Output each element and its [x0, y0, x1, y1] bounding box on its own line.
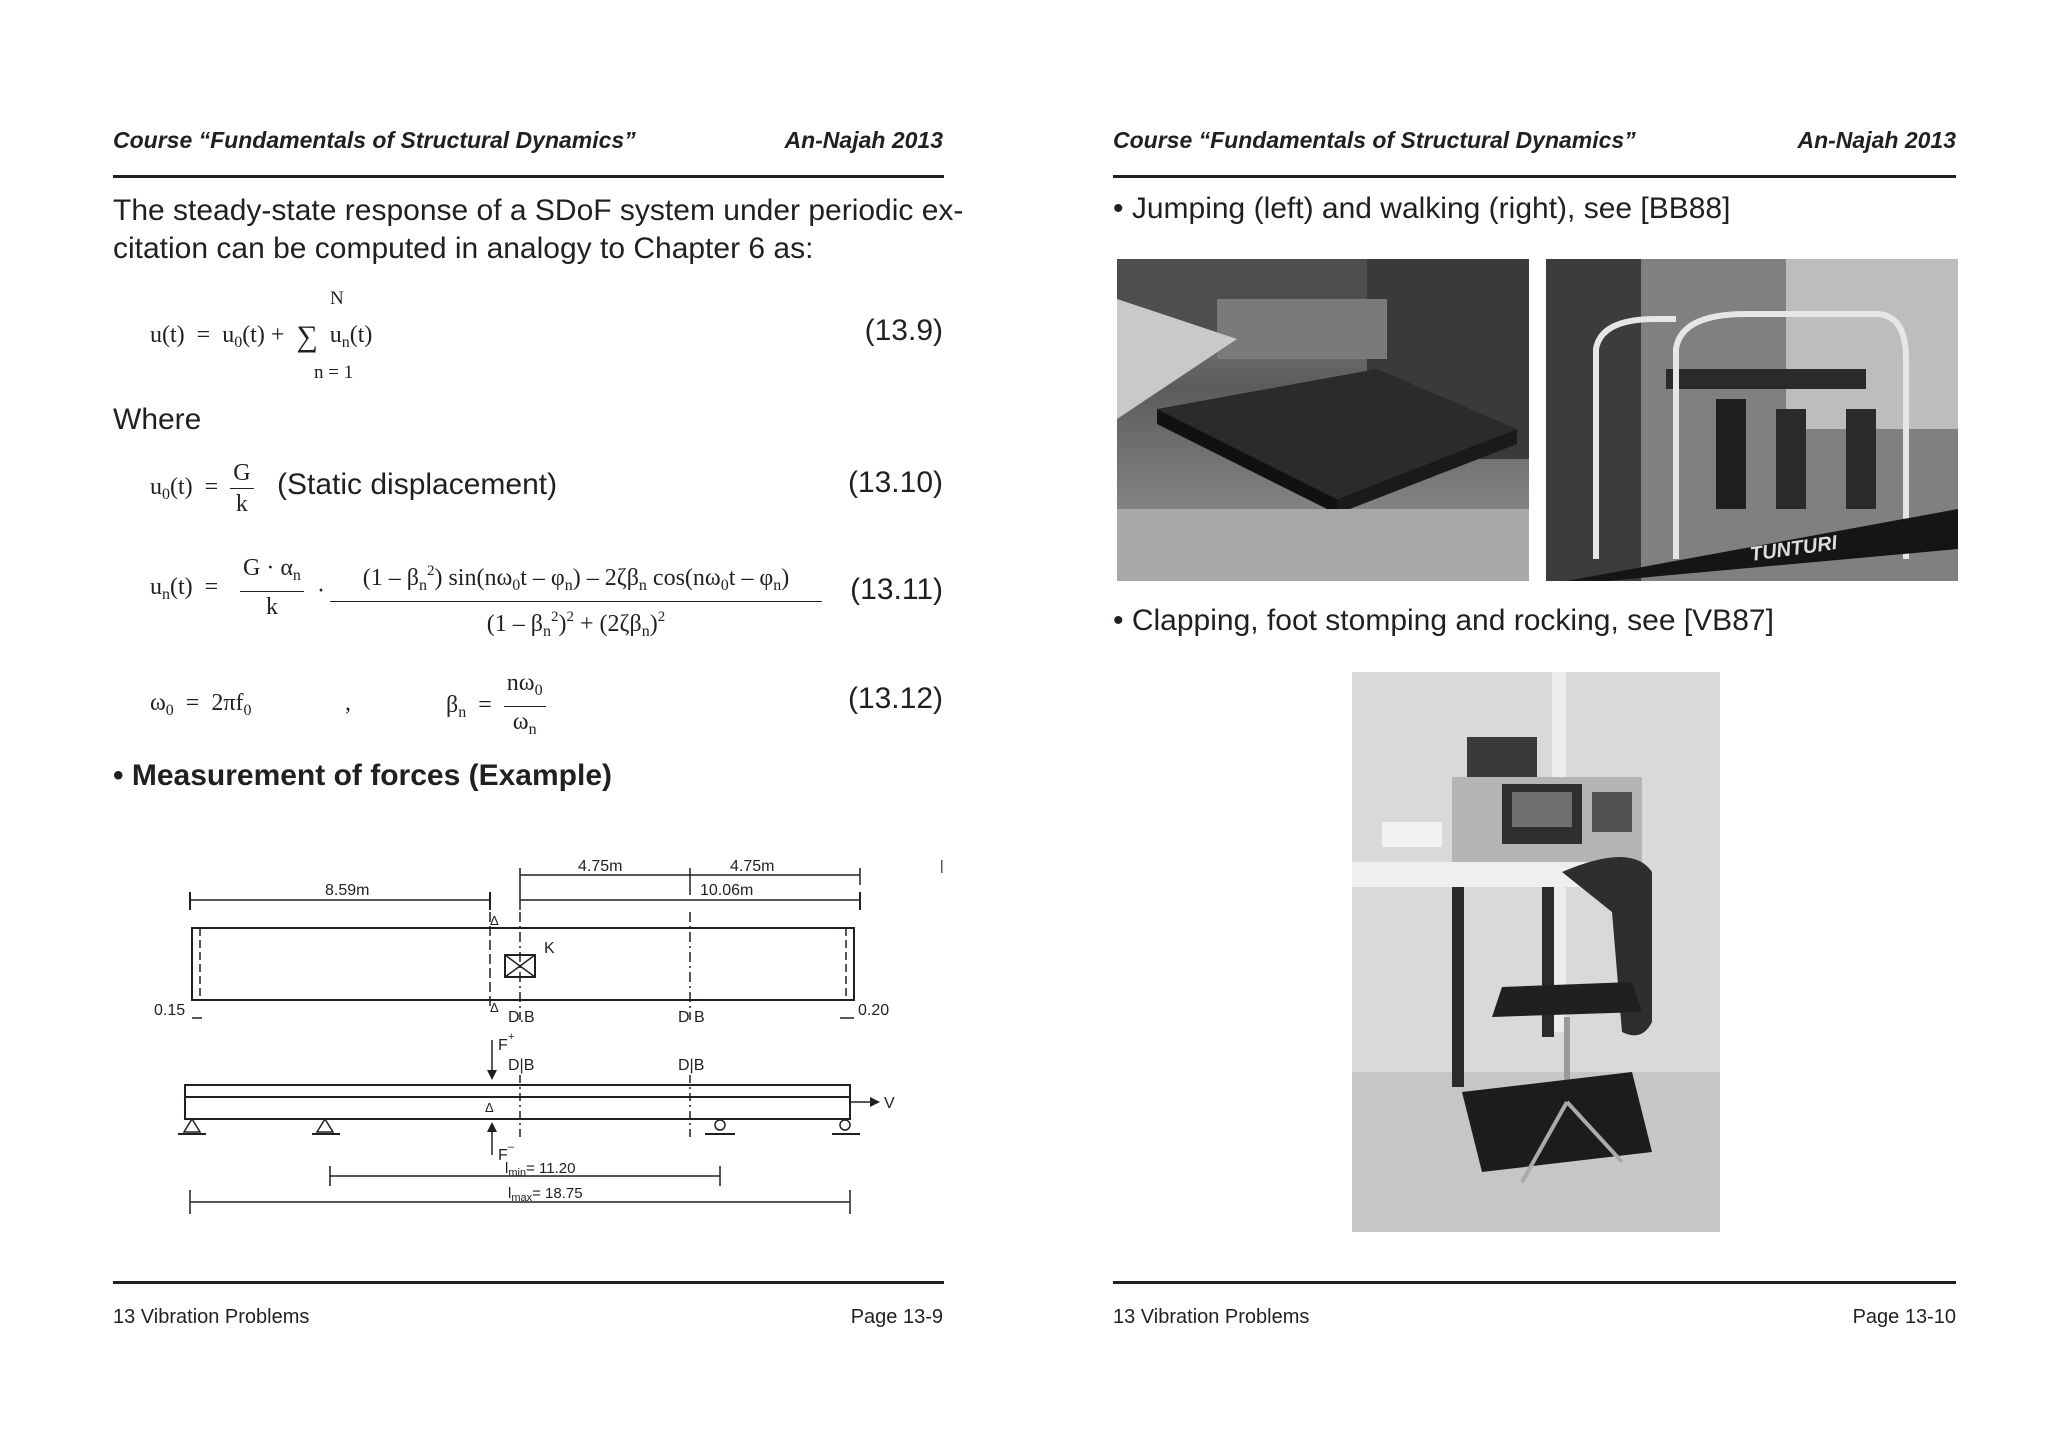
header-year: An-Najah 2013 — [784, 127, 943, 153]
label-db-2: D B — [678, 1009, 705, 1026]
header-rule — [1113, 175, 1956, 178]
equation-number: (13.10) — [847, 466, 943, 499]
bullet-heading: Measurement of forces (Example) — [131, 759, 612, 792]
dim-0-20: 0.20 — [858, 1002, 890, 1019]
right-page — [1000, 0, 2048, 1448]
svg-text:|: | — [940, 857, 944, 873]
treadmill-brand-label: TUNTURI — [1748, 531, 1839, 566]
footer-chapter: 13 Vibration Problems — [113, 1306, 310, 1328]
equation-number: (13.11) — [850, 573, 943, 606]
footer-page-number: Page 13-10 — [1852, 1306, 1956, 1328]
svg-text:lmin= 11.20: $l_{min}= 11.20$ — [505, 1160, 576, 1179]
header-course-title: Course “Fundamentals of Structural Dynamics” — [113, 127, 636, 153]
measurement-station-photo — [1352, 672, 1720, 1232]
bullet-jumping-walking: • Jumping (left) and walking (right), see [BB88] — [1113, 192, 1731, 225]
label-f-plus: F — [498, 1037, 508, 1054]
svg-text:–: – — [508, 1141, 515, 1153]
dim-4-75-b: 4.75m — [730, 858, 775, 875]
walking-treadmill-photo — [1546, 259, 1958, 581]
intro-line-1: The steady-state response of a SDoF system under periodic ex- — [113, 194, 964, 227]
label-db-1: D.B — [508, 1009, 535, 1026]
equation-number: (13.12) — [847, 682, 943, 715]
bullet-measurement: • Measurement of forces (Example) — [113, 759, 612, 792]
dim-0-15: 0.15 — [154, 1002, 186, 1019]
left-page: Course “Fundamentals of Structural Dynamics” An-Najah 2013 The steady-state response of a SDoF system under periodic ex- citation can be computed in analogy to Chapter 6 as: N $u(t) = u_0(t)$ + ∑ $u_n(t)$ n = 1 (13.9) Where $u_0(t)$ = $\frac{G}{k}$ (Static displacement) (13.10) $u_n(t)$ = $\frac{G \cdot \alpha_n}{k}$ · $\frac{(1 - \beta_n^2) \sin(n\omega_0t - \varphi_n) - 2\zeta\beta_n \cos(n\omega_0t - \varphi_n)}{(1 - \beta_n^2)^2 + (2\zeta\beta_n)^2}$ (13.11) $\omega_0 = 2\pi f_0$ , $\beta_n$ = $\frac{n\omega_0}{\omega_n}$ (13.12) • Measurement of forces (Example) 8.59m 4.75m 4.75m 10.06m | Δ Δ K 0.15 0.20 D.B D B F + D|B D|B V Δ F – $l_{min}= 11.20$ $l_{max}= 18.75$ 13 Vibration Problems Page 13-9 — [113, 127, 964, 1328]
svg-text:lmax= 18.75: $l_{max}= 18.75$ — [508, 1185, 583, 1204]
equation-number: (13.9) — [864, 314, 943, 347]
svg-text:Δ: Δ — [490, 913, 499, 928]
footer-rule — [1113, 1281, 1956, 1284]
jumping-platform-photo — [1117, 259, 1529, 581]
svg-text:Δ: Δ — [485, 1100, 494, 1115]
bullet-clapping: • Clapping, foot stomping and rocking, see [VB87] — [1113, 604, 1774, 637]
beam-measurement-drawing — [140, 850, 944, 1230]
footer-page-number: Page 13-9 — [850, 1306, 943, 1328]
header-course-title: Course “Fundamentals of Structural Dynamics” — [1113, 127, 1636, 153]
dim-4-75-a: 4.75m — [578, 858, 623, 875]
label-db-4: D|B — [678, 1057, 705, 1074]
label-f-minus: F — [498, 1147, 508, 1164]
footer-chapter: 13 Vibration Problems — [1113, 1306, 1310, 1328]
footer-rule — [113, 1281, 944, 1284]
label-db-3: D|B — [508, 1057, 535, 1074]
header-rule — [113, 175, 944, 178]
header-year: An-Najah 2013 — [1797, 127, 1956, 153]
where-label: Where — [113, 403, 202, 436]
dim-8-59: 8.59m — [325, 882, 370, 899]
svg-text:Δ: Δ — [490, 1000, 499, 1015]
intro-paragraph — [113, 192, 963, 268]
dim-10-06: 10.06m — [700, 882, 754, 899]
svg-text:+: + — [508, 1031, 515, 1043]
label-K: K — [544, 940, 555, 957]
intro-line-2: citation can be computed in analogy to Chapter 6 as: — [113, 232, 814, 265]
label-V: V — [884, 1095, 895, 1112]
static-displacement-label: (Static displacement) — [277, 468, 558, 501]
